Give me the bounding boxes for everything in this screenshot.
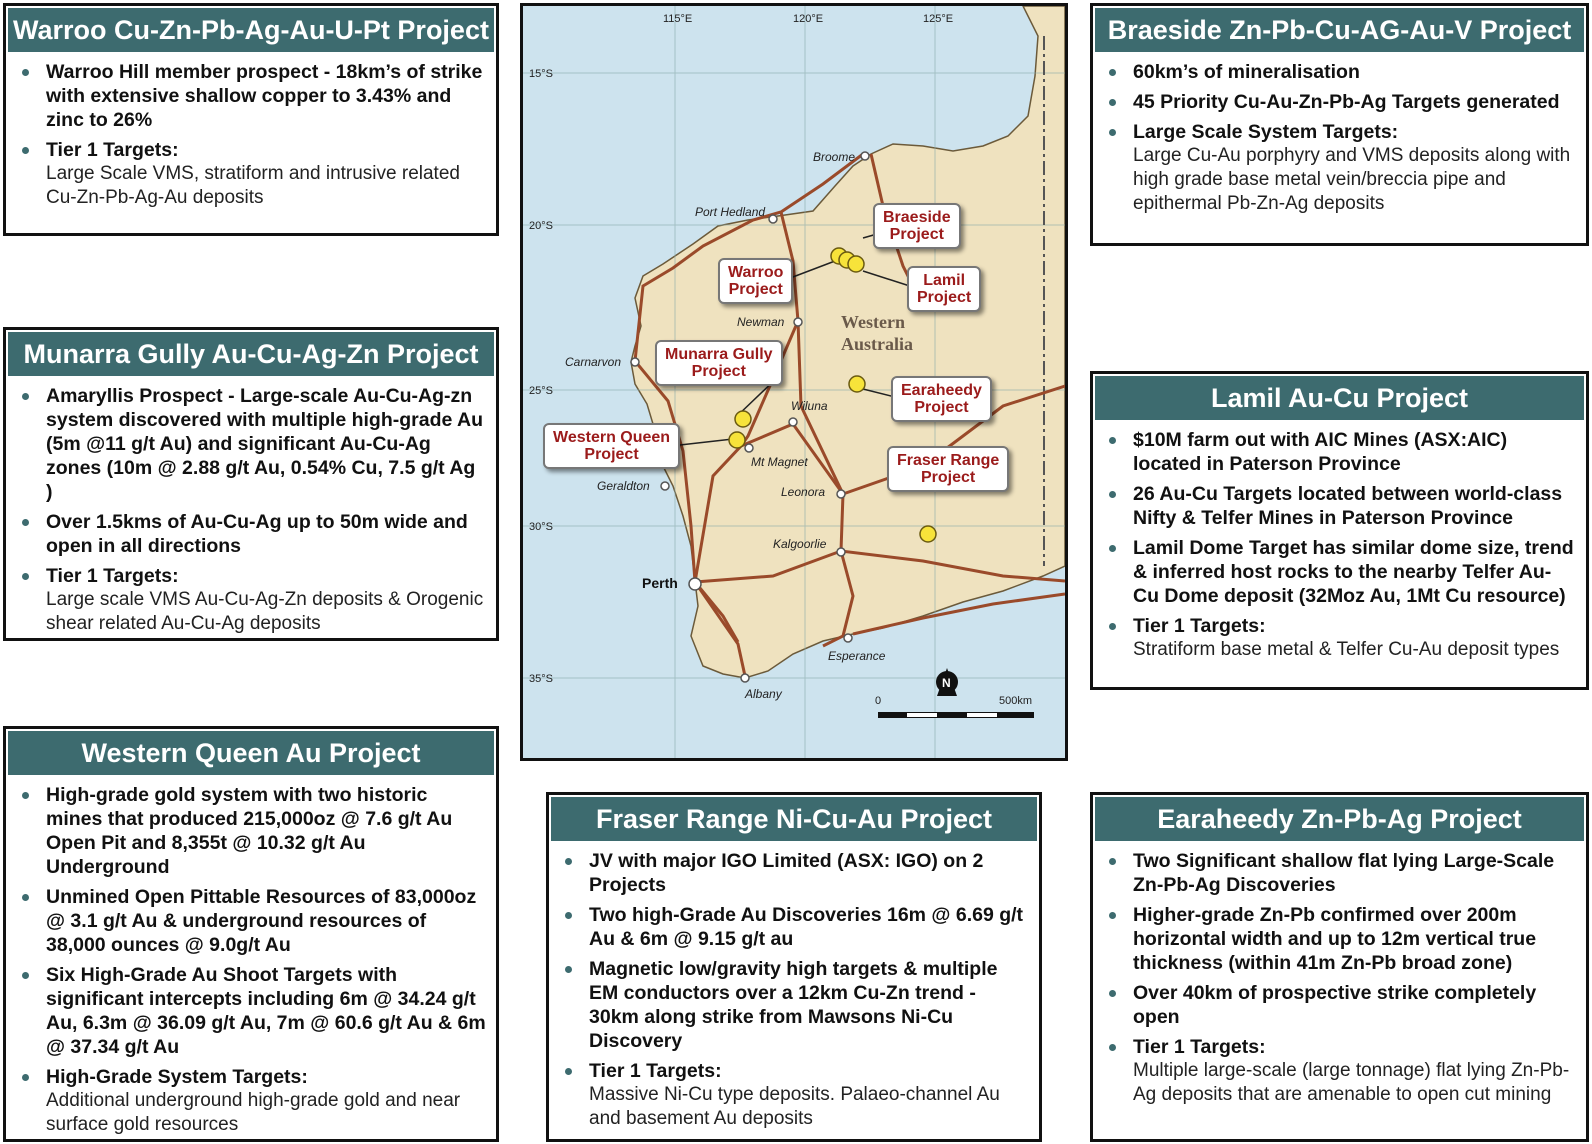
broome-marker [861, 152, 869, 160]
town-leonora: Leonora [781, 485, 826, 499]
scale-end: 500km [999, 695, 1033, 707]
braeside-panel [1090, 3, 1589, 246]
lamil-panel-title: Lamil Au-Cu Project [1095, 376, 1584, 420]
sub-text: Additional underground high-grade gold and near surface gold resources [46, 1090, 461, 1135]
lat-label: 30°S [529, 521, 553, 533]
list-item: Two Significant shallow flat lying Large-Scale Zn-Pb-Ag Discoveries [1107, 849, 1576, 897]
region-label-2: Australia [841, 334, 913, 354]
list-item: Amaryllis Prospect - Large-scale Au-Cu-Ag-zn system discovered with multiple high-grade Au (5m @11 g/t Au) and significant Au-Cu-Ag zones (10m @ 2.88 g/t Au, 0.54% Cu, 7.5 g/t Ag ) [20, 384, 486, 504]
lat-label: 35°S [529, 673, 553, 685]
munarra-panel-title: Munarra Gully Au-Cu-Ag-Zn Project [8, 332, 494, 376]
lamil-panel [1090, 371, 1589, 690]
svg-text:N: N [942, 676, 951, 690]
lon-label: 120°E [793, 13, 824, 25]
munarra-panel [3, 327, 499, 641]
scale-zero: 0 [875, 695, 882, 707]
town-perth: Perth [642, 575, 678, 591]
town-geraldton: Geraldton [597, 479, 650, 493]
callout-fraser: Fraser Range Project [887, 446, 1009, 492]
list-item: Warroo Hill member prospect - 18km’s of strike with extensive shallow copper to 3.43% and zinc to 26% [20, 60, 486, 132]
sub-text: Stratiform base metal & Telfer Cu-Au deposit types [1133, 639, 1560, 660]
town-port-hedland: Port Hedland [695, 205, 766, 219]
town-albany: Albany [745, 687, 782, 701]
list-item: Six High-Grade Au Shoot Targets with significant intercepts including 6m @ 34.24 g/t Au, 6.3m @ 36.09 g/t Au, 7m @ 60.6 g/t Au & 6m @ 37.34 g/t Au [20, 963, 486, 1059]
leonora-marker [837, 490, 845, 498]
sub-text: Large scale VMS Au-Cu-Ag-Zn deposits & Orogenic shear related Au-Cu-Ag deposits [46, 589, 484, 634]
town-carnarvon: Carnarvon [565, 355, 622, 369]
sub-text: Large Cu-Au porphyry and VMS deposits along with high grade base metal vein/breccia pipe and epithermal Pb-Zn-Ag deposits [1133, 145, 1571, 214]
warroo-panel [3, 3, 499, 236]
perth-marker [689, 578, 701, 590]
lat-label: 15°S [529, 68, 553, 80]
western-queen-marker [729, 432, 745, 448]
earaheedy-marker [849, 376, 865, 392]
list-item: Over 1.5kms of Au-Cu-Ag up to 50m wide and open in all directions [20, 510, 486, 558]
callout-earaheedy: Earaheedy Project [891, 376, 992, 422]
earaheedy-panel [1090, 792, 1589, 1142]
list-item: Over 40km of prospective strike completely open [1107, 981, 1576, 1029]
carnarvon-marker [631, 358, 639, 366]
list-item: Tier 1 Targets: Large scale VMS Au-Cu-Ag-Zn deposits & Orogenic shear related Au-Cu-Ag deposits [20, 564, 486, 636]
list-item: High-grade gold system with two historic mines that produced 215,000oz @ 7.6 g/t Au Open Pit and 8,355t @ 10.32 g/t Au Underground [20, 783, 486, 879]
sub-text: Large Scale VMS, stratiform and intrusive related Cu-Zn-Pb-Ag-Au deposits [46, 163, 460, 208]
earaheedy-panel-title: Earaheedy Zn-Pb-Ag Project [1095, 797, 1584, 841]
esperance-marker [844, 634, 852, 642]
lat-label: 20°S [529, 220, 553, 232]
list-item: 26 Au-Cu Targets located between world-class Nifty & Telfer Mines in Paterson Province [1107, 482, 1576, 530]
list-item: Lamil Dome Target has similar dome size, trend & inferred host rocks to the nearby Telfer Au-Cu Dome deposit (32Moz Au, 1Mt Cu resource) [1107, 536, 1576, 608]
callout-western-queen: Western Queen Project [543, 423, 680, 469]
albany-marker [741, 674, 749, 682]
list-item: Two high-Grade Au Discoveries 16m @ 6.69 g/t Au & 6m @ 9.15 g/t au [563, 903, 1029, 951]
newman-marker [794, 318, 802, 326]
list-item: Tier 1 Targets: Multiple large-scale (large tonnage) flat lying Zn-Pb-Ag deposits that are amenable to open cut mining [1107, 1035, 1576, 1107]
list-item: Large Scale System Targets: Large Cu-Au porphyry and VMS deposits along with high grade base metal vein/breccia pipe and epithermal Pb-Zn-Ag deposits [1107, 120, 1576, 216]
list-item: Magnetic low/gravity high targets & multiple EM conductors over a 12km Cu-Zn trend - 30km along strike from Mawsons Ni-Cu Discovery [563, 957, 1029, 1053]
list-item: 60km’s of mineralisation [1107, 60, 1576, 84]
geraldton-marker [661, 482, 669, 490]
fraser-marker [920, 526, 936, 542]
town-newman: Newman [737, 315, 785, 329]
list-item: Tier 1 Targets: Large Scale VMS, stratiform and intrusive related Cu-Zn-Pb-Ag-Au deposits [20, 138, 486, 210]
town-kalgoorlie: Kalgoorlie [773, 537, 827, 551]
town-broome: Broome [813, 150, 856, 164]
town-mt-magnet: Mt Magnet [751, 455, 808, 469]
fraser-panel [546, 792, 1042, 1142]
callout-braeside: Braeside Project [873, 203, 961, 249]
fraser-panel-title: Fraser Range Ni-Cu-Au Project [551, 797, 1037, 841]
warroo-panel-title: Warroo Cu-Zn-Pb-Ag-Au-U-Pt Project [8, 8, 494, 52]
callout-warroo: Warroo Project [718, 258, 793, 304]
callout-munarra: Munarra Gully Project [655, 340, 783, 386]
callout-lamil: Lamil Project [907, 266, 981, 312]
list-item: JV with major IGO Limited (ASX: IGO) on 2 Projects [563, 849, 1029, 897]
kalgoorlie-marker [837, 548, 845, 556]
list-item: Higher-grade Zn-Pb confirmed over 200m horizontal width and up to 12m vertical true thickness (within 41m Zn-Pb broad zone) [1107, 903, 1576, 975]
town-esperance: Esperance [828, 649, 886, 663]
western-queen-panel-title: Western Queen Au Project [8, 731, 494, 775]
port-hedland-marker [769, 215, 777, 223]
list-item: Tier 1 Targets: Stratiform base metal & Telfer Cu-Au deposit types [1107, 614, 1576, 662]
munarra-marker [735, 411, 751, 427]
region-label-1: Western [841, 312, 905, 332]
mt-magnet-marker [745, 444, 753, 452]
map [520, 3, 1068, 761]
list-item: Unmined Open Pittable Resources of 83,000oz @ 3.1 g/t Au & underground resources of 38,000 ounces @ 9.0g/t Au [20, 885, 486, 957]
list-item: Tier 1 Targets: Massive Ni-Cu type deposits. Palaeo-channel Au and basement Au deposits [563, 1059, 1029, 1131]
wiluna-marker [789, 418, 797, 426]
list-item: 45 Priority Cu-Au-Zn-Pb-Ag Targets generated [1107, 90, 1576, 114]
western-queen-panel [3, 726, 499, 1142]
braeside-panel-title: Braeside Zn-Pb-Cu-AG-Au-V Project [1095, 8, 1584, 52]
lamil-marker [848, 256, 864, 272]
lat-label: 25°S [529, 385, 553, 397]
lon-label: 115°E [663, 13, 693, 25]
lon-label: 125°E [923, 13, 954, 25]
list-item: $10M farm out with AIC Mines (ASX:AIC) located in Paterson Province [1107, 428, 1576, 476]
town-wiluna: Wiluna [791, 399, 828, 413]
list-item: High-Grade System Targets: Additional underground high-grade gold and near surface gold resources [20, 1065, 486, 1137]
sub-text: Multiple large-scale (large tonnage) flat lying Zn-Pb-Ag deposits that are amenable to open cut mining [1133, 1060, 1570, 1105]
sub-text: Massive Ni-Cu type deposits. Palaeo-channel Au and basement Au deposits [589, 1084, 1000, 1129]
